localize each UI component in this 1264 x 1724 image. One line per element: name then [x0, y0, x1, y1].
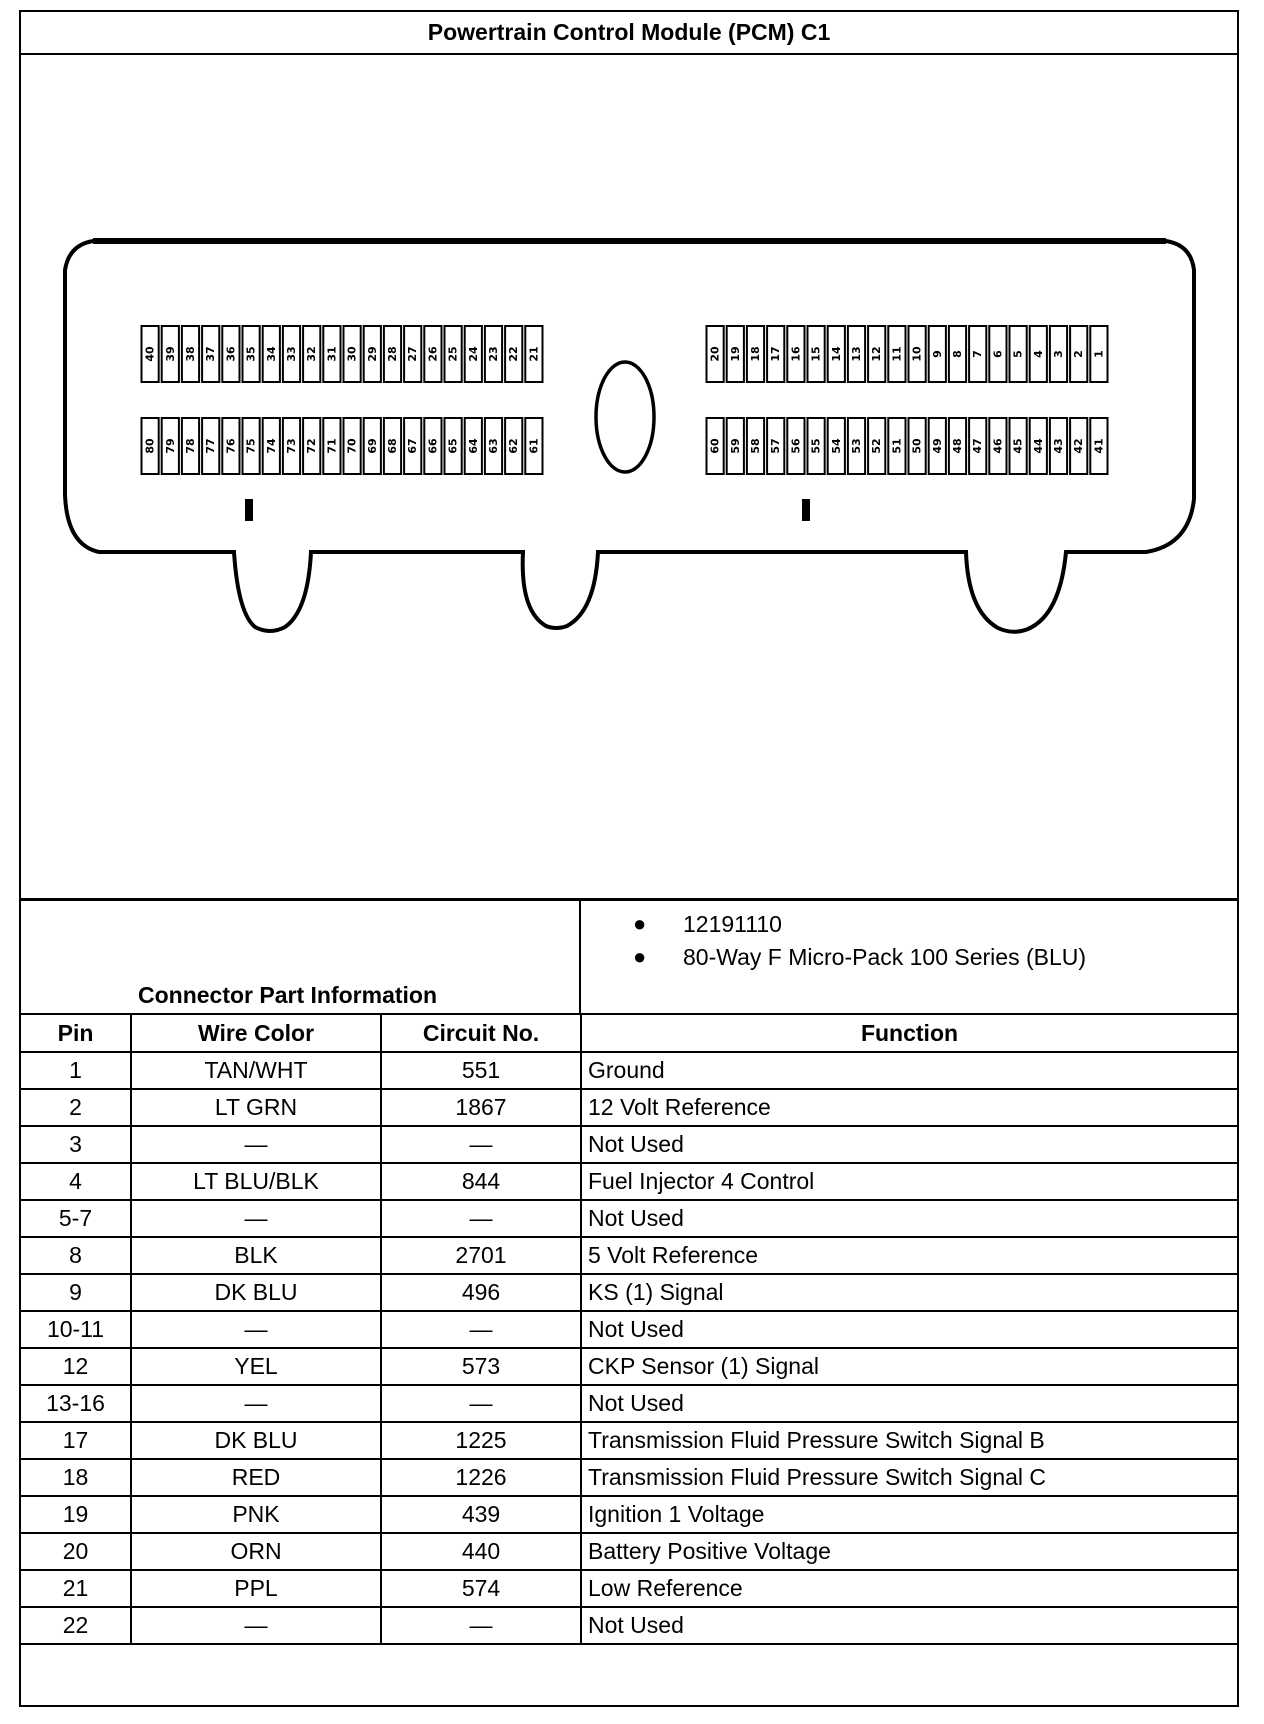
- pin-76: [222, 418, 239, 474]
- cell-function: Low Reference: [581, 1570, 1237, 1607]
- cell-function: Fuel Injector 4 Control: [581, 1163, 1237, 1200]
- cell-pin: 4: [21, 1163, 131, 1200]
- pin-54: [828, 418, 845, 474]
- table-row: [21, 1311, 1237, 1348]
- table-header-row: [21, 1015, 1237, 1052]
- pin-29: [364, 326, 381, 382]
- pin-label: 2: [1072, 350, 1086, 358]
- cell-pin: 21: [21, 1570, 131, 1607]
- pin-label: 79: [163, 438, 177, 454]
- pin-48: [949, 418, 966, 474]
- cell-function: CKP Sensor (1) Signal: [581, 1348, 1237, 1385]
- header-wire-color: Wire Color: [131, 1015, 381, 1052]
- pin-label: 41: [1092, 438, 1106, 454]
- cell-pin: 1: [21, 1052, 131, 1089]
- pin-label: 34: [264, 346, 278, 362]
- pin-label: 40: [143, 346, 157, 362]
- cell-function: Not Used: [581, 1607, 1237, 1644]
- pin-72: [303, 418, 320, 474]
- table-row: [21, 1237, 1237, 1274]
- connector-part-info: [21, 898, 1237, 1015]
- pin-label: 38: [184, 346, 197, 362]
- cell-pin: 18: [21, 1459, 131, 1496]
- cell-wire-color: DK BLU: [131, 1422, 381, 1459]
- pin-80: [142, 418, 159, 474]
- pin-label: 3: [1052, 350, 1065, 358]
- cell-pin: 2: [21, 1089, 131, 1126]
- table-body: [21, 1052, 1237, 1644]
- cell-circuit: —: [381, 1126, 581, 1163]
- table-row: [21, 1385, 1237, 1422]
- pin-label: 26: [426, 346, 440, 362]
- pin-24: [465, 326, 482, 382]
- pin-label: 61: [527, 438, 541, 454]
- pin-label: 15: [809, 346, 823, 362]
- cell-circuit: 2701: [381, 1237, 581, 1274]
- pin-28: [384, 326, 401, 382]
- pin-52: [868, 418, 885, 474]
- table-row: [21, 1459, 1237, 1496]
- cell-wire-color: DK BLU: [131, 1274, 381, 1311]
- cell-pin: 17: [21, 1422, 131, 1459]
- pin-label: 57: [769, 438, 783, 454]
- pin-33: [283, 326, 300, 382]
- pin-label: 37: [204, 346, 218, 362]
- pin-68: [384, 418, 401, 474]
- cell-wire-color: LT BLU/BLK: [131, 1163, 381, 1200]
- pin-58: [747, 418, 764, 474]
- pin-label: 44: [1031, 438, 1045, 454]
- cell-circuit: —: [381, 1200, 581, 1237]
- pin-53: [848, 418, 865, 474]
- connector-diagram: [21, 55, 1237, 898]
- pin-15: [808, 326, 825, 382]
- pin-77: [202, 418, 219, 474]
- pin-36: [222, 326, 239, 382]
- connector-diagram-area: [21, 55, 1237, 898]
- pin-38: [182, 326, 199, 382]
- pin-label: 76: [224, 438, 238, 454]
- cell-pin: 20: [21, 1533, 131, 1570]
- bullet-icon: ●: [633, 944, 647, 969]
- pin-label: 25: [446, 346, 460, 362]
- pin-label: 45: [1011, 438, 1025, 454]
- pin-65: [445, 418, 462, 474]
- pin-label: 4: [1031, 350, 1045, 358]
- cell-pin: 22: [21, 1607, 131, 1644]
- cell-function: KS (1) Signal: [581, 1274, 1237, 1311]
- pin-79: [162, 418, 179, 474]
- alignment-mark-left: [245, 499, 253, 521]
- pin-label: 42: [1072, 438, 1086, 454]
- page-title: Powertrain Control Module (PCM) C1: [21, 12, 1237, 55]
- pin-label: 72: [305, 438, 319, 454]
- cell-wire-color: —: [131, 1126, 381, 1163]
- pin-64: [465, 418, 482, 474]
- table-row: [21, 1163, 1237, 1200]
- pin-41: [1090, 418, 1107, 474]
- cell-wire-color: —: [131, 1311, 381, 1348]
- pin-label: 21: [527, 346, 541, 362]
- table-row: [21, 1052, 1237, 1089]
- pin-19: [727, 326, 744, 382]
- pin-label: 52: [870, 438, 884, 454]
- alignment-mark-right: [802, 499, 810, 521]
- cell-circuit: 1226: [381, 1459, 581, 1496]
- cell-wire-color: ORN: [131, 1533, 381, 1570]
- pin-label: 35: [244, 346, 258, 362]
- cell-wire-color: YEL: [131, 1348, 381, 1385]
- pin-6: [989, 326, 1006, 382]
- pin-label: 69: [365, 438, 379, 454]
- pin-59: [727, 418, 744, 474]
- pin-label: 64: [466, 438, 480, 454]
- pinout-sheet: [19, 10, 1239, 1707]
- connector-info-values: [583, 901, 1237, 1013]
- pin-label: 14: [829, 346, 843, 362]
- pin-label: 58: [749, 438, 762, 454]
- header-function: Function: [581, 1015, 1237, 1052]
- pin-14: [828, 326, 845, 382]
- pin-5: [1010, 326, 1027, 382]
- pin-7: [969, 326, 986, 382]
- pin-label: 46: [991, 438, 1005, 454]
- pin-40: [142, 326, 159, 382]
- cell-wire-color: —: [131, 1385, 381, 1422]
- pin-18: [747, 326, 764, 382]
- pin-label: 8: [951, 350, 964, 358]
- pin-32: [303, 326, 320, 382]
- table-row: [21, 1496, 1237, 1533]
- cell-circuit: 440: [381, 1533, 581, 1570]
- cell-wire-color: —: [131, 1200, 381, 1237]
- pin-label: 28: [386, 346, 399, 362]
- cell-wire-color: —: [131, 1607, 381, 1644]
- table-row: [21, 1348, 1237, 1385]
- pin-label: 17: [769, 346, 783, 362]
- cell-circuit: 496: [381, 1274, 581, 1311]
- pin-label: 49: [930, 438, 944, 454]
- pin-label: 5: [1011, 350, 1025, 358]
- pin-label: 9: [930, 350, 944, 358]
- table-row: [21, 1200, 1237, 1237]
- pin-27: [404, 326, 421, 382]
- cell-function: Not Used: [581, 1385, 1237, 1422]
- cell-circuit: —: [381, 1385, 581, 1422]
- pin-8: [949, 326, 966, 382]
- pin-label: 10: [910, 346, 924, 362]
- pin-label: 30: [345, 346, 359, 362]
- pin-13: [848, 326, 865, 382]
- cell-wire-color: PNK: [131, 1496, 381, 1533]
- pin-label: 54: [829, 438, 843, 454]
- pin-label: 53: [850, 438, 863, 454]
- pin-42: [1070, 418, 1087, 474]
- pin-43: [1050, 418, 1067, 474]
- cell-function: 12 Volt Reference: [581, 1089, 1237, 1126]
- pin-label: 11: [890, 346, 904, 362]
- pin-label: 65: [446, 438, 460, 454]
- pin-label: 60: [708, 438, 722, 454]
- cell-function: Ground: [581, 1052, 1237, 1089]
- pin-70: [344, 418, 361, 474]
- pin-22: [505, 326, 522, 382]
- pin-37: [202, 326, 219, 382]
- cell-function: Ignition 1 Voltage: [581, 1496, 1237, 1533]
- pin-label: 39: [163, 346, 177, 362]
- pin-label: 27: [406, 346, 420, 362]
- pin-26: [424, 326, 441, 382]
- pin-35: [243, 326, 260, 382]
- pin-label: 70: [345, 438, 359, 454]
- pin-69: [364, 418, 381, 474]
- cell-circuit: —: [381, 1311, 581, 1348]
- pin-label: 75: [244, 438, 258, 454]
- pin-78: [182, 418, 199, 474]
- pin-label: 32: [305, 346, 319, 362]
- cell-circuit: 439: [381, 1496, 581, 1533]
- pin-23: [485, 326, 502, 382]
- cell-pin: 5-7: [21, 1200, 131, 1237]
- pin-57: [767, 418, 784, 474]
- pin-label: 55: [809, 438, 823, 454]
- pin-45: [1010, 418, 1027, 474]
- pin-25: [445, 326, 462, 382]
- pin-47: [969, 418, 986, 474]
- pin-label: 59: [728, 438, 742, 454]
- cell-wire-color: RED: [131, 1459, 381, 1496]
- cell-function: Transmission Fluid Pressure Switch Signal C: [581, 1459, 1237, 1496]
- pin-60: [707, 418, 724, 474]
- pin-label: 33: [285, 346, 298, 362]
- pin-label: 77: [204, 438, 218, 454]
- cell-pin: 19: [21, 1496, 131, 1533]
- pin-label: 19: [728, 346, 742, 362]
- pin-62: [505, 418, 522, 474]
- pin-label: 31: [325, 346, 339, 362]
- table-row: [21, 1126, 1237, 1163]
- pin-label: 73: [285, 438, 298, 454]
- pin-label: 50: [910, 438, 924, 454]
- table-row: [21, 1607, 1237, 1644]
- pin-label: 13: [850, 346, 863, 362]
- connector-part-number: ● 12191110: [633, 911, 782, 937]
- pin-label: 29: [365, 346, 379, 362]
- table-row: [21, 1274, 1237, 1311]
- pin-31: [323, 326, 340, 382]
- cell-function: Not Used: [581, 1126, 1237, 1163]
- pin-61: [525, 418, 542, 474]
- cell-circuit: 1225: [381, 1422, 581, 1459]
- header-pin: Pin: [21, 1015, 131, 1052]
- pin-label: 63: [487, 438, 500, 454]
- cell-wire-color: LT GRN: [131, 1089, 381, 1126]
- pin-label: 78: [184, 438, 197, 454]
- cell-pin: 13-16: [21, 1385, 131, 1422]
- pin-63: [485, 418, 502, 474]
- pin-20: [707, 326, 724, 382]
- pin-56: [787, 418, 804, 474]
- connector-info-label: Connector Part Information: [138, 982, 438, 1008]
- pin-39: [162, 326, 179, 382]
- pin-17: [767, 326, 784, 382]
- pin-4: [1030, 326, 1047, 382]
- cell-function: Battery Positive Voltage: [581, 1533, 1237, 1570]
- connector-info-label-cell: [21, 901, 581, 1013]
- pin-10: [909, 326, 926, 382]
- pin-label: 24: [466, 346, 480, 362]
- pin-label: 12: [870, 346, 884, 362]
- cell-circuit: 1867: [381, 1089, 581, 1126]
- cell-circuit: 574: [381, 1570, 581, 1607]
- pin-label: 16: [789, 346, 803, 362]
- pin-21: [525, 326, 542, 382]
- pin-44: [1030, 418, 1047, 474]
- cell-circuit: —: [381, 1607, 581, 1644]
- pin-49: [929, 418, 946, 474]
- cell-pin: 10-11: [21, 1311, 131, 1348]
- pin-label: 43: [1052, 438, 1065, 454]
- cell-pin: 9: [21, 1274, 131, 1311]
- pin-71: [323, 418, 340, 474]
- table-row: [21, 1089, 1237, 1126]
- pin-label: 22: [507, 346, 521, 362]
- pin-46: [989, 418, 1006, 474]
- pin-34: [263, 326, 280, 382]
- pin-3: [1050, 326, 1067, 382]
- pinout-table: [21, 1015, 1237, 1645]
- table-row: [21, 1533, 1237, 1570]
- cell-wire-color: PPL: [131, 1570, 381, 1607]
- cell-circuit: 573: [381, 1348, 581, 1385]
- pin-66: [424, 418, 441, 474]
- pin-label: 66: [426, 438, 440, 454]
- pin-30: [344, 326, 361, 382]
- pin-label: 80: [143, 438, 157, 454]
- pin-12: [868, 326, 885, 382]
- pin-label: 51: [890, 438, 904, 454]
- pin-label: 6: [991, 350, 1005, 358]
- bullet-icon: ●: [633, 911, 647, 936]
- cell-wire-color: BLK: [131, 1237, 381, 1274]
- pin-label: 74: [264, 438, 278, 454]
- cell-function: Not Used: [581, 1311, 1237, 1348]
- pin-label: 62: [507, 438, 521, 454]
- pin-label: 56: [789, 438, 803, 454]
- header-circuit: Circuit No.: [381, 1015, 581, 1052]
- cell-circuit: 844: [381, 1163, 581, 1200]
- pin-label: 20: [708, 346, 722, 362]
- pin-16: [787, 326, 804, 382]
- cell-circuit: 551: [381, 1052, 581, 1089]
- pin-label: 18: [749, 346, 762, 362]
- pin-2: [1070, 326, 1087, 382]
- pin-label: 36: [224, 346, 238, 362]
- pin-55: [808, 418, 825, 474]
- cell-pin: 12: [21, 1348, 131, 1385]
- pin-label: 67: [406, 438, 420, 454]
- pin-label: 68: [386, 438, 399, 454]
- pin-74: [263, 418, 280, 474]
- table-row: [21, 1570, 1237, 1607]
- table-row: [21, 1422, 1237, 1459]
- cell-function: Not Used: [581, 1200, 1237, 1237]
- connector-description: ● 80-Way F Micro-Pack 100 Series (BLU): [633, 944, 1087, 970]
- pin-75: [243, 418, 260, 474]
- pin-label: 48: [951, 438, 964, 454]
- cell-function: Transmission Fluid Pressure Switch Signal B: [581, 1422, 1237, 1459]
- cell-wire-color: TAN/WHT: [131, 1052, 381, 1089]
- pin-1: [1090, 326, 1107, 382]
- pin-label: 1: [1092, 350, 1106, 358]
- pin-67: [404, 418, 421, 474]
- pin-73: [283, 418, 300, 474]
- pin-11: [888, 326, 905, 382]
- cell-function: 5 Volt Reference: [581, 1237, 1237, 1274]
- pin-50: [909, 418, 926, 474]
- pin-label: 23: [487, 346, 500, 362]
- pin-51: [888, 418, 905, 474]
- cell-pin: 3: [21, 1126, 131, 1163]
- pin-label: 47: [971, 438, 985, 454]
- pin-9: [929, 326, 946, 382]
- pin-label: 71: [325, 438, 339, 454]
- cell-pin: 8: [21, 1237, 131, 1274]
- pin-label: 7: [971, 350, 985, 358]
